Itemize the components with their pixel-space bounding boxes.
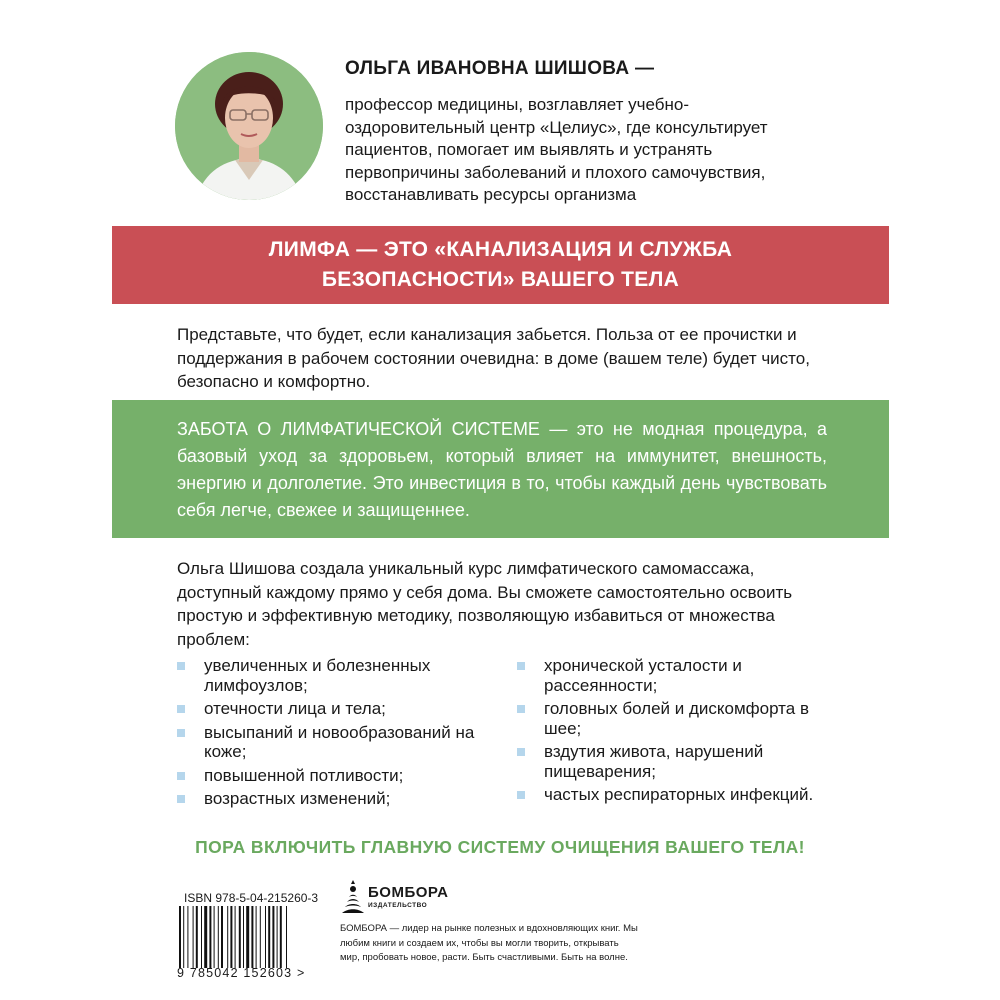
list-item-text: вздутия живота, нарушений пищеварения;: [544, 742, 764, 781]
list-item-text: отечности лица и тела;: [204, 699, 386, 718]
square-bullet-icon: [517, 748, 525, 756]
course-description: Ольга Шишова создала уникальный курс лимфатического самомассажа, доступный каждому прямо у себя дома. Вы сможете самостоятельно освоить простую и эффективную методику, позволяющую избавиться от множества проблем:: [177, 559, 793, 649]
lymph-headline: [269, 235, 732, 295]
lymph-care-text: ЗАБОТА О ЛИМФАТИЧЕСКОЙ СИСТЕМЕ — это не модная процедура, а базовый уход за здоровьем, который влияет на иммунитет, внешность, энергию и долголетие. Это инвестиция в то, чтобы каждый день чувствовать себя легче, свежее и защищеннее.: [177, 419, 827, 520]
square-bullet-icon: [517, 791, 525, 799]
author-name: ОЛЬГА ИВАНОВНА ШИШОВА —: [345, 58, 655, 79]
publisher-name: БОМБОРА: [368, 884, 449, 901]
square-bullet-icon: [177, 772, 185, 780]
list-item: [517, 785, 817, 805]
list-item-text: высыпаний и новообразований на коже;: [204, 722, 475, 761]
lymph-headline-banner: [112, 226, 889, 304]
publisher-description: БОМБОРА — лидер на рынке полезных и вдохновляющих книг. Мы любим книги и создаем их, чтобы вы могли творить, открывать мир, пробовать новое, расти. Быть счастливыми. Быть на волне.: [340, 923, 638, 963]
list-item-text: головных болей и дискомфорта в шее;: [544, 699, 809, 738]
lymph-headline-line2: БЕЗОПАСНОСТИ» ВАШЕГО ТЕЛА: [321, 268, 680, 291]
list-item: [517, 742, 817, 781]
publisher-subtitle: ИЗДАТЕЛЬСТВО: [368, 902, 428, 909]
barcode: [178, 906, 316, 968]
square-bullet-icon: [517, 662, 525, 670]
publisher-logo-icon: [340, 880, 366, 914]
problems-list-right: [517, 656, 817, 809]
lymph-headline-line1: ЛИМФА — ЭТО «КАНАЛИЗАЦИЯ И СЛУЖБА: [268, 238, 733, 261]
list-item: [177, 699, 477, 719]
barcode-digits: 9 785042 152603 >: [177, 966, 306, 980]
publisher-logo: [340, 880, 450, 916]
list-item: [177, 656, 477, 695]
square-bullet-icon: [177, 662, 185, 670]
square-bullet-icon: [177, 795, 185, 803]
author-photo: [175, 52, 323, 200]
square-bullet-icon: [177, 729, 185, 737]
list-item-text: повышенной потливости;: [204, 765, 404, 785]
square-bullet-icon: [177, 705, 185, 713]
list-item: [177, 766, 477, 786]
list-item: [517, 656, 817, 695]
list-item-text: возрастных изменений;: [204, 789, 391, 808]
list-item: [517, 699, 817, 738]
list-item-text: хронической усталости и рассеянности;: [544, 656, 742, 695]
lymph-care-banner: [112, 400, 889, 538]
list-item-text: частых респираторных инфекций.: [544, 785, 814, 804]
isbn: ISBN 978-5-04-215260-3: [184, 891, 319, 905]
list-item: [177, 723, 477, 762]
list-item-text: увеличенных и болезненных лимфоузлов;: [204, 656, 431, 695]
author-bio: профессор медицины, возглавляет учебно-оздоровительный центр «Целиус», где консультирует пациентов, помогает им выявлять и устранять первопричины заболеваний и плохого самочувствия, восстанавливать ресурсы организма: [345, 95, 768, 204]
slogan: ПОРА ВКЛЮЧИТЬ ГЛАВНУЮ СИСТЕМУ ОЧИЩЕНИЯ ВАШЕГО ТЕЛА!: [195, 837, 805, 857]
problems-list-left: [177, 656, 477, 813]
intro-paragraph: Представьте, что будет, если канализация забьется. Польза от ее прочистки и поддержания в рабочем состоянии очевидна: в доме (вашем теле) будет чисто, безопасно и комфортно.: [177, 325, 810, 391]
list-item: [177, 789, 477, 809]
square-bullet-icon: [517, 705, 525, 713]
